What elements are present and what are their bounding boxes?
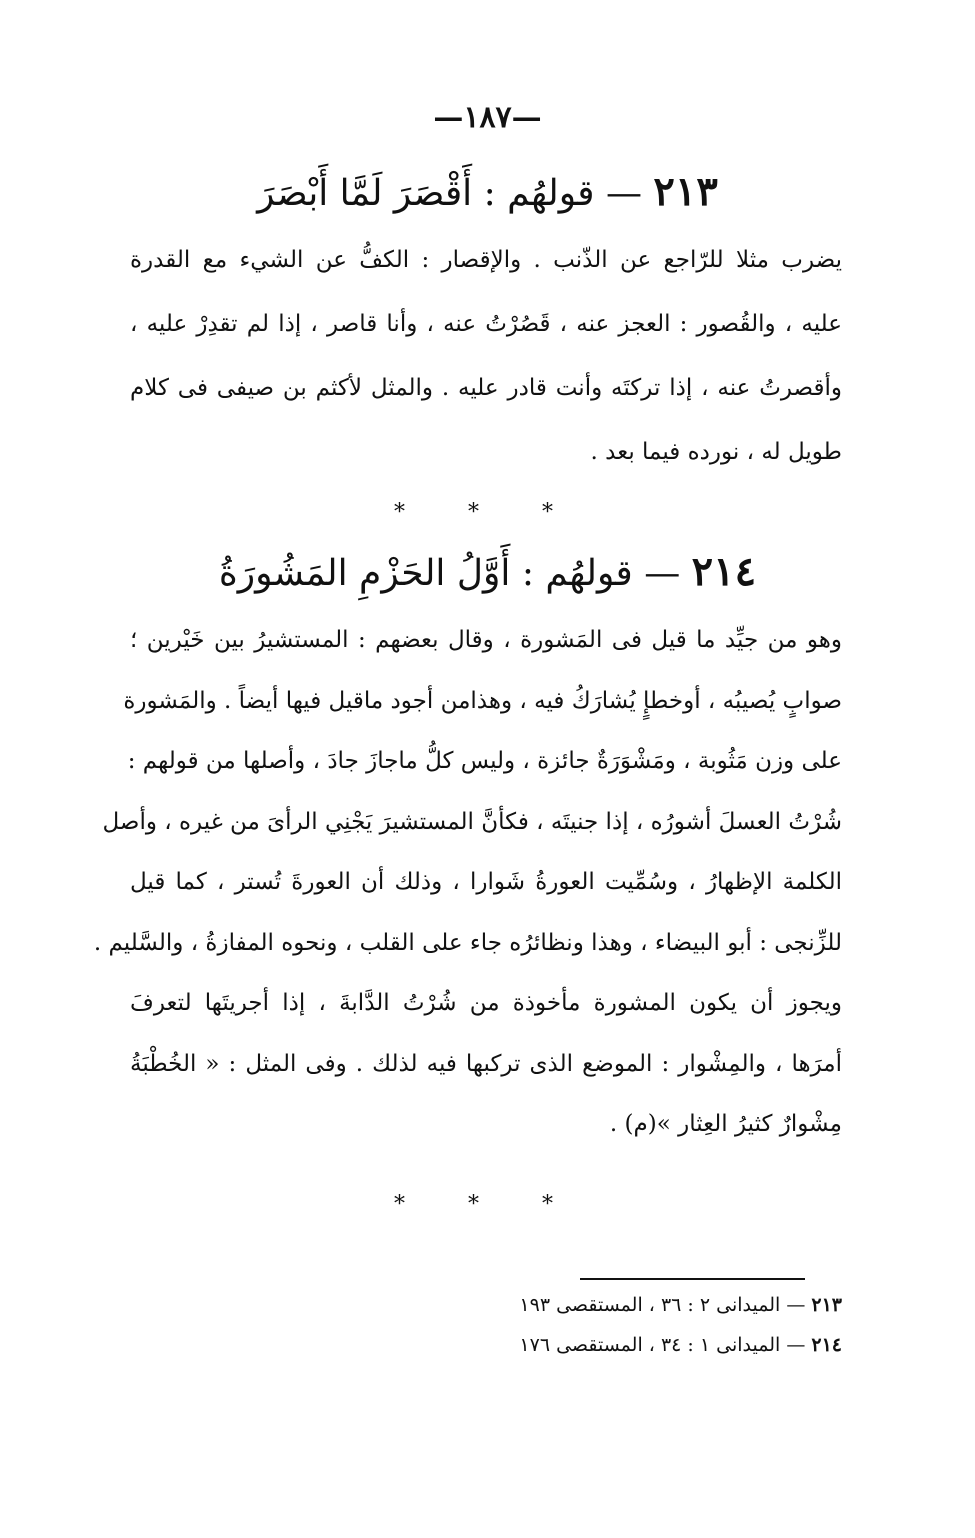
- text-line: يضرب مثلا للرّاجع عن الذّنب . والإقصار : الكفُّ عن الشيء مع القدرة: [130, 247, 842, 273]
- text-line: وهو من جيِّد ما قيل فى المَشورة ، وقال بعضهم : المستشيرُ بين خَيْرين ؛: [130, 627, 842, 653]
- text-line: الكلمة الإظهارُ ، وسُمِّيت العورةُ شَوارا ، وذلك أن العورةَ تُستر ، كما قيل: [130, 869, 842, 895]
- entry-body-214: [93, 610, 842, 1155]
- entry-number: ٢١٤: [691, 548, 757, 595]
- footnote-213: [480, 1294, 842, 1316]
- entry-heading-214: [0, 548, 975, 595]
- text-line: مِشْوارٌ كثيرُ العِثار »(م) .: [609, 1111, 842, 1137]
- text-line: وأقصرتُ عنه ، إذا تركتَه وأنت قادر عليه . والمثل لأكثم بن صيفى فى كلام: [130, 375, 842, 401]
- entry-title: — قولهُم : أَوَّلُ الحَزْمِ المَشُورَةُ: [218, 553, 681, 594]
- text-line: أمرَها ، والمِشْوار : الموضع الذى تركبها فيه لذلك . وفى المثل : « الخُطْبَةُ: [130, 1050, 842, 1077]
- entry-body-213: [130, 228, 842, 484]
- section-separator: * * *: [394, 1192, 581, 1217]
- footnote-number: ٢١٤: [811, 1334, 842, 1356]
- footnote-rule: [580, 1278, 805, 1280]
- text-line: ويجوز أن يكون المشورة مأخوذة من شُرْتُ الدَّابةَ ، إذا أجريتَها لتعرفَ: [130, 990, 842, 1016]
- text-line: عليه ، والقُصور : العجز عنه ، قَصُرْتُ عنه ، وأنا قاصر ، إذا لم تقدِرْ عليه ،: [130, 311, 842, 337]
- footnote-number: ٢١٣: [811, 1294, 842, 1316]
- text-line: شُرْتُ العسلَ أشورُه ، إذا جنيتَه ، فكأنَّ المستشيرَ يَجْنِي الرأىَ من غيره ، وأصل: [102, 808, 842, 835]
- text-line: للزِّنجى : أبو البيضاء ، وهذا ونظائرُه جاء على القلب ، ونحوه المفازةُ ، والسَّليم .: [93, 929, 842, 956]
- section-separator: * * *: [394, 500, 581, 525]
- text-line: على وزن مَثُوبة ، ومَشْوَرَةٌ جائزة ، وليس كلُّ ماجازَ جادَ ، وأصلها من قولهم :: [127, 748, 842, 774]
- text-line: طويل له ، نورده فيما بعد .: [590, 439, 842, 465]
- text-line: صوابٍ يُصيبُه ، أوخطإٍ يُشارَكُ فيه ، وهذامن أجود ماقيل فيها أيضاً . والمَشورة: [123, 687, 842, 714]
- footnote-214: [480, 1334, 842, 1356]
- entry-title: — قولهُم : أَقْصَرَ لَمَّا أَبْصَرَ: [257, 173, 642, 214]
- footnote-text: — الميدانى ١ : ٣٤ ، المستقصى ١٧٦: [519, 1334, 806, 1356]
- footnote-text: — الميدانى ٢ : ٣٦ ، المستقصى ١٩٣: [519, 1294, 806, 1316]
- entry-heading-213: [0, 168, 975, 215]
- entry-number: ٢١٣: [653, 168, 718, 215]
- page-number: —١٨٧—: [433, 100, 542, 135]
